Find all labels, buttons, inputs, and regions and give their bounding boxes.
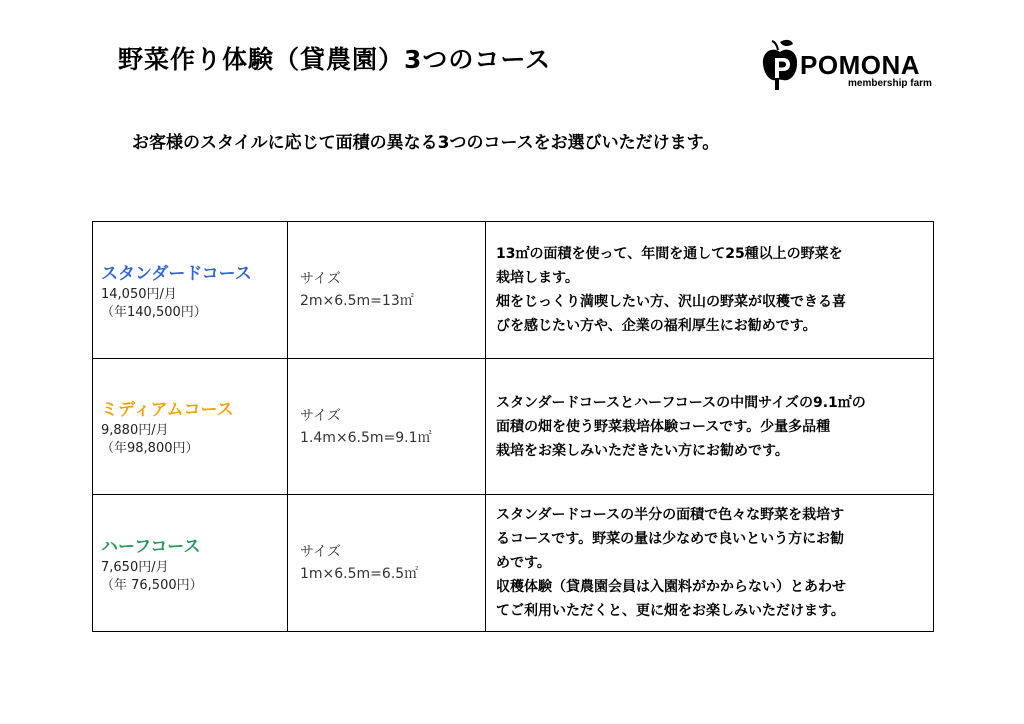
logo-wordmark: POMONA — [800, 50, 920, 80]
monthly-price: 7,650円/月 — [101, 559, 169, 575]
course-size-cell — [288, 495, 486, 632]
course-row-medium — [93, 359, 934, 495]
size-value: 1.4m×6.5m=9.1㎡ — [300, 429, 432, 446]
description-line: びを感じたい方や、企業の福利厚生にお勧めです。 — [496, 318, 817, 334]
page-subtitle: お客様のスタイルに応じて面積の異なる3つのコースをお選びいただけます。 — [132, 133, 720, 153]
course-description-cell — [486, 359, 934, 495]
course-name: スタンダードコース — [101, 263, 252, 284]
course-table — [92, 221, 934, 632]
yearly-price: （年140,500円） — [101, 304, 207, 320]
description-line: るコースです。野菜の量は少なめで良いという方にお勧 — [496, 531, 845, 547]
pomona-apple-logo-icon — [760, 38, 800, 94]
pomona-logo — [760, 38, 950, 94]
logo-tagline: membership farm — [848, 78, 932, 89]
course-description-cell — [486, 222, 934, 359]
course-row-half — [93, 495, 934, 632]
course-row-standard — [93, 222, 934, 359]
course-description — [496, 503, 925, 623]
course-description-cell — [486, 495, 934, 632]
course-name-cell — [93, 359, 288, 495]
description-line: スタンダードコースとハーフコースの中間サイズの9.1㎡の — [496, 394, 866, 411]
course-size-cell — [288, 359, 486, 495]
description-line: 収穫体験（貸農園会員は入園料がかからない）とあわせ — [496, 579, 846, 595]
yearly-price: （年98,800円） — [101, 441, 199, 456]
course-name: ミディアムコース — [101, 400, 234, 420]
description-line: てご利用いただくと、更に畑をお楽しみいただけます。 — [496, 603, 845, 619]
monthly-price: 14,050円/月 — [101, 286, 177, 302]
course-name: ハーフコース — [101, 536, 201, 557]
course-name-cell — [93, 222, 288, 359]
description-line: 13㎡の面積を使って、年間を通して25種以上の野菜を — [496, 246, 843, 262]
course-name-cell — [93, 495, 288, 632]
description-line: 畑をじっくり満喫したい方、沢山の野菜が収穫できる喜 — [496, 294, 846, 310]
size-value: 1m×6.5m=6.5㎡ — [300, 566, 419, 582]
size-value: 2m×6.5m=13㎡ — [300, 293, 414, 309]
course-description — [496, 242, 925, 338]
course-size-cell — [288, 222, 486, 359]
description-line: めです。 — [496, 555, 551, 571]
size-label: サイズ — [300, 407, 341, 424]
description-line: 栽培をお楽しみいただきたい方にお勧めです。 — [496, 442, 789, 459]
description-line: スタンダードコースの半分の面積で色々な野菜を栽培す — [496, 507, 845, 523]
size-label: サイズ — [300, 271, 341, 287]
monthly-price: 9,880円/月 — [101, 423, 169, 438]
description-line: 面積の畑を使う野菜栽培体験コースです。少量多品種 — [496, 418, 831, 435]
description-line: 栽培します。 — [496, 270, 579, 286]
size-label: サイズ — [300, 544, 341, 560]
yearly-price: （年 76,500円） — [101, 577, 203, 593]
course-description — [496, 391, 925, 463]
page-title: 野菜作り体験（貸農園）3つのコース — [118, 45, 552, 74]
